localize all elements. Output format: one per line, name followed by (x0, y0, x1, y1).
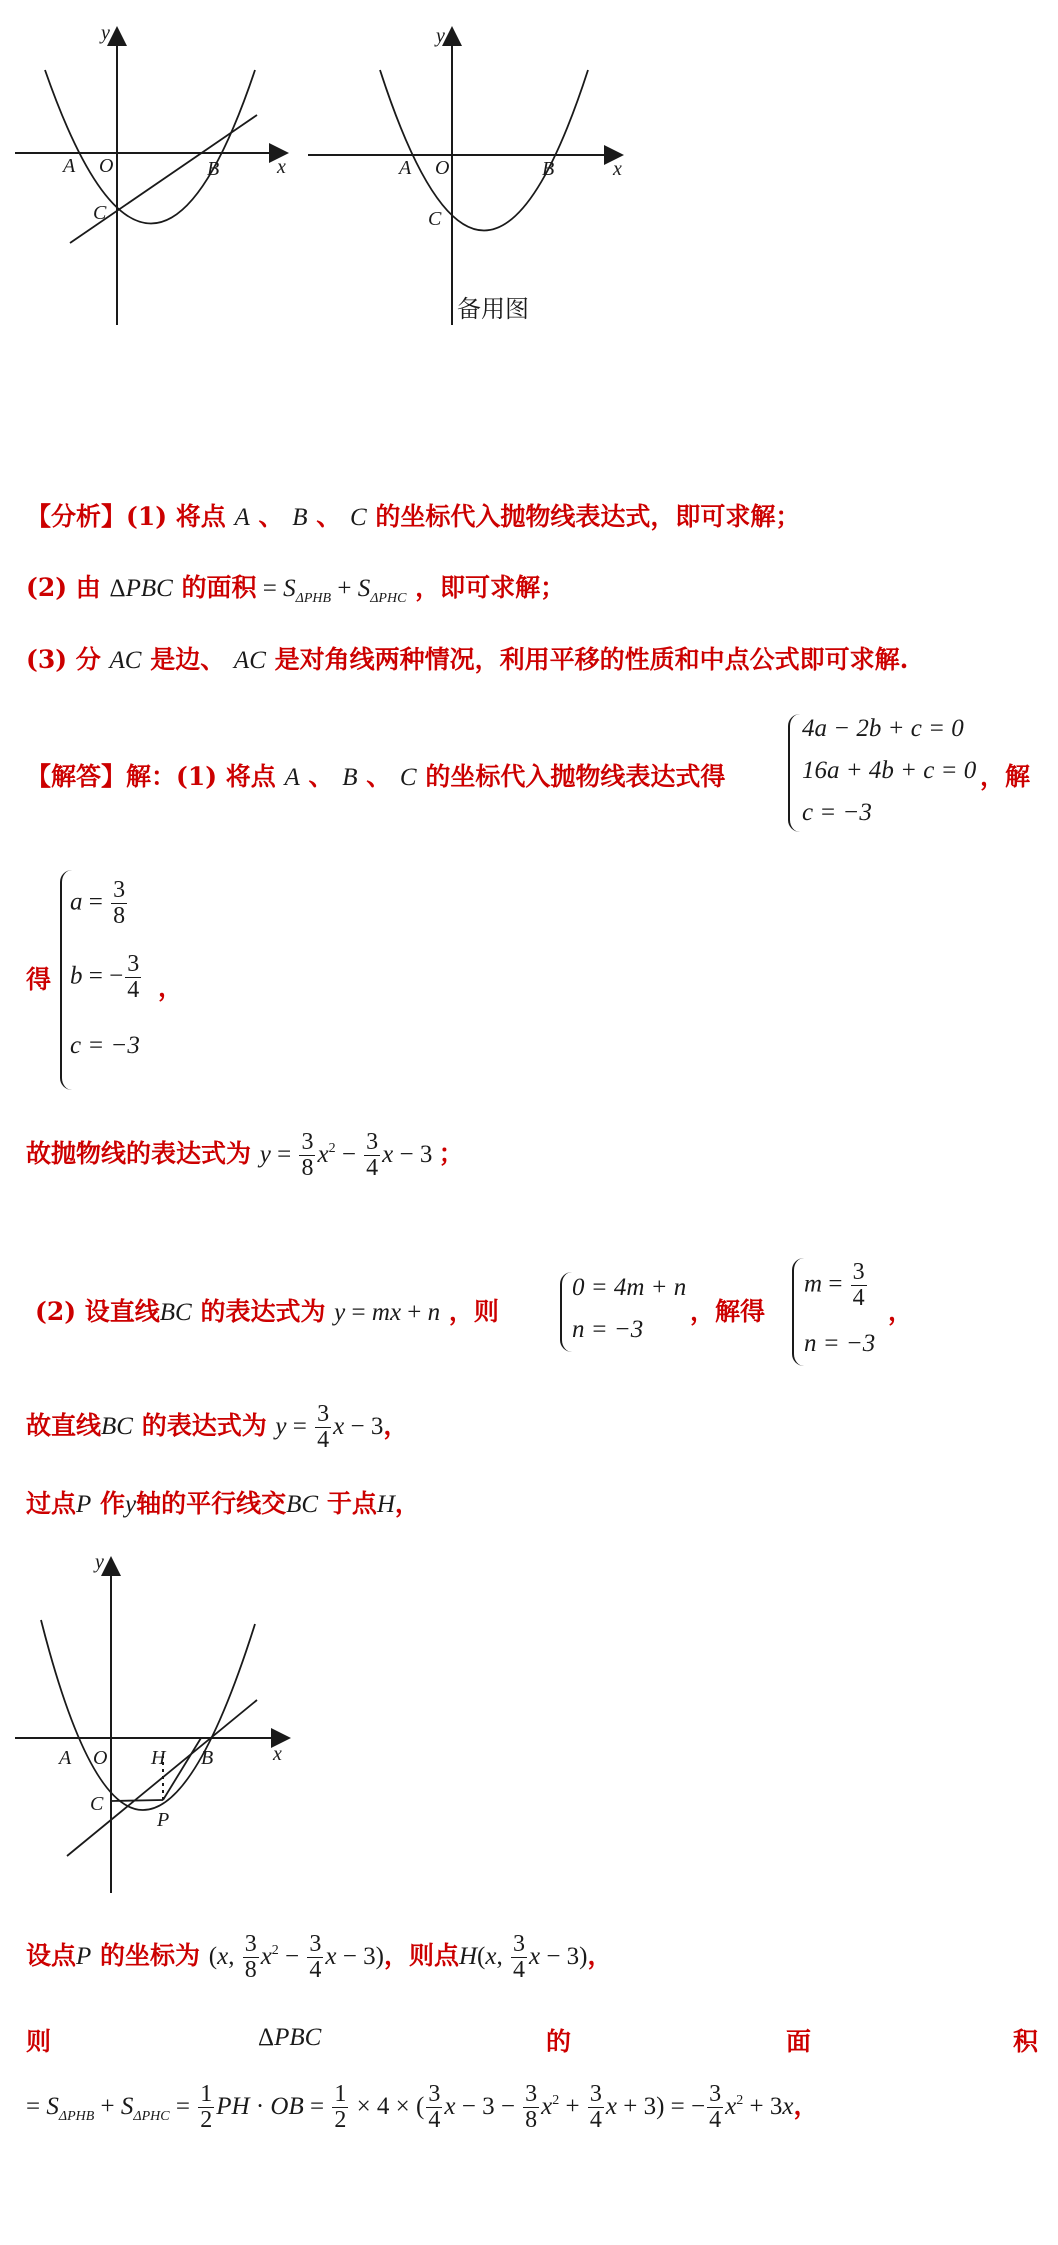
figure-3-graph (15, 1538, 315, 1908)
label-x: x (277, 156, 286, 178)
line-bc-setup: (2) 设直线BC 的表达式为 y = mx + n ，则 (35, 1297, 499, 1326)
solution-de: 得 (26, 965, 52, 994)
label-h: H (151, 1747, 166, 1769)
analysis-line-3: (3) 分 AC 是边、 AC 是对角线两种情况，利用平移的性质和中点公式即可求解. (26, 645, 909, 674)
label-b: B (207, 158, 220, 180)
parabola (380, 70, 588, 231)
perpendicular-construction: 过点P 作y轴的平行线交BC 于点H， (26, 1489, 420, 1518)
figure-caption: 备用图 (457, 295, 529, 323)
label-c: C (93, 202, 107, 224)
parabola-expression: 故抛物线的表达式为 y = $\frac{3}{8}$ $x^2$ − $\frac{3}{4}$ x − 3 ； (26, 1129, 464, 1182)
system-eq-4: 0 = 4m + n (572, 1274, 687, 1301)
analysis-line-2: (2) 由 ΔPBC 的面积 = $S_{\Delta PHB} + S_{\Delta PHC}$ ，即可求解； (26, 573, 566, 606)
sol-b: b = − $\frac{3}{4}$ (70, 951, 140, 1004)
system-brace-4 (792, 1258, 804, 1366)
analysis-line-1: 【分析】(1) 将点 A 、 B 、 C 的坐标代入抛物线表达式，即可求解； (26, 502, 801, 531)
system-eq-2: 16a + 4b + c = 0 (802, 757, 977, 784)
label-x: x (273, 1743, 282, 1765)
system-eq-3: c = −3 (802, 799, 872, 826)
label-y: y (101, 22, 110, 44)
label-b: B (542, 158, 555, 180)
sol-m: m = $\frac{3}{4}$ (804, 1259, 865, 1312)
segment-pb (163, 1738, 201, 1800)
solve-mn-label: ，解得 (690, 1297, 766, 1326)
label-b: B (201, 1747, 214, 1769)
solution-line-1-end: ，解 (980, 762, 1031, 791)
line-bc-expression: 故直线BC 的表达式为 y = $\frac{3}{4}$ x − 3， (26, 1401, 409, 1454)
system-brace-3 (560, 1272, 572, 1352)
label-a: A (63, 155, 76, 177)
area-formula: = $S_{\Delta PHB} + S_{\Delta PHC}$ = $\frac{1}{2}$ PH · OB = $\frac{1}{2}$ × 4 × ( $\frac{3}{4}$ x − 3 − $\frac{3}{8}$ $x^2$ + $\frac{3}{4}$ x + 3) = − $\frac{3}{4}$ $x^2 + 3x$， (26, 2081, 819, 2134)
parabola (41, 1620, 255, 1810)
figure-2-graph (300, 15, 640, 335)
label-c: C (428, 208, 442, 230)
label-a: A (59, 1747, 72, 1769)
parabola (45, 70, 255, 224)
label-x: x (613, 158, 622, 180)
segment-pc (111, 1800, 163, 1801)
system-brace-1 (788, 714, 800, 832)
sol-comma: ， (158, 973, 184, 1002)
label-o: O (93, 1747, 108, 1769)
sol-c: c = −3 (70, 1032, 140, 1059)
label-y: y (436, 25, 445, 47)
sol-mn-comma: ， (888, 1297, 914, 1326)
sol-n: n = −3 (804, 1330, 876, 1357)
label-y: y (95, 1551, 104, 1573)
label-a: A (399, 157, 412, 179)
point-coordinates: 设点P 的坐标为 (x, $\frac{3}{8}$ $x^2$ − $\frac{3}{4}$ x − 3)，则点H(x, $\frac{3}{4}$ x − 3)， (26, 1931, 613, 1984)
system-eq-1: 4a − 2b + c = 0 (802, 715, 964, 742)
solution-line-1: 【解答】解：(1) 将点 A 、 B 、 C 的坐标代入抛物线表达式得 (26, 762, 726, 791)
label-o: O (99, 155, 114, 177)
solution-label: 【解答】 (26, 762, 127, 791)
label-p: P (157, 1809, 170, 1831)
system-eq-5: n = −3 (572, 1316, 644, 1343)
label-c: C (90, 1793, 104, 1815)
label-o: O (435, 157, 450, 179)
figure-1-graph (15, 15, 315, 335)
analysis-label: 【分析】 (26, 502, 127, 531)
sol-a: a = $\frac{3}{8}$ (70, 877, 126, 930)
